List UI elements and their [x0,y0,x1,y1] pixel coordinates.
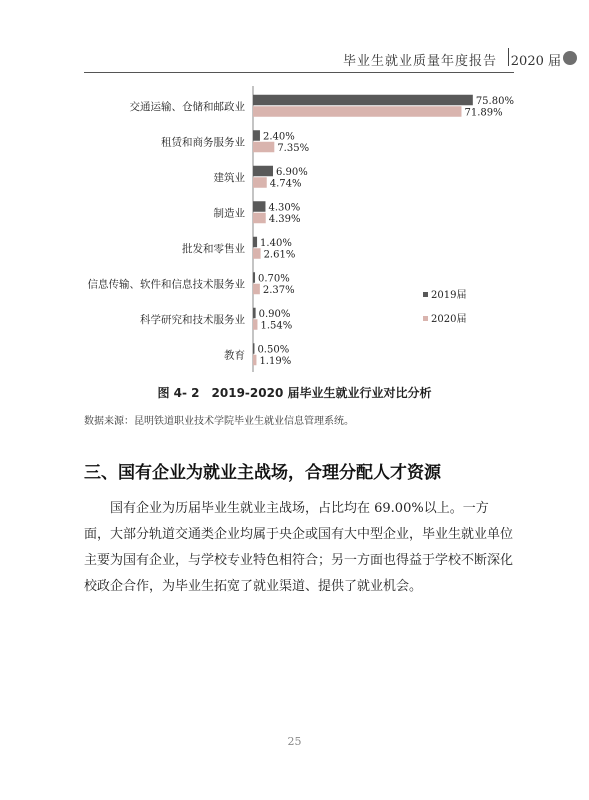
category-label: 租赁和商务服务业 [161,136,245,149]
header-divider [508,48,509,66]
category-label: 信息传输、软件和信息技术服务业 [87,278,245,291]
bar-2019 [253,272,255,283]
bar-2020 [253,106,461,117]
section-heading: 三、国有企业为就业主战场，合理分配人才资源 [84,463,441,483]
bar-2020 [253,213,266,224]
data-label: 4.39% [268,213,301,225]
data-label: 1.40% [260,237,292,249]
bar-2019 [253,308,256,319]
bar-2019 [253,201,265,212]
data-label: 4.74% [269,178,302,190]
category-label: 教育 [224,349,245,362]
legend-label: 2020届 [431,314,467,325]
data-label: 6.90% [276,166,308,178]
data-label: 2.37% [262,284,295,296]
data-label: 0.90% [258,308,291,320]
data-label: 7.35% [277,142,310,154]
data-label: 0.70% [258,273,290,285]
category-label: 交通运输、仓储和邮政业 [129,100,245,113]
bar-2020 [253,284,260,295]
data-label: 71.89% [464,107,503,119]
page-header [0,0,589,78]
data-label: 75.80% [475,95,514,107]
bar-2019 [253,130,260,141]
bar-2019 [253,343,254,354]
industry-bar-chart [0,80,589,375]
data-source-note: 数据来源：昆明铁道职业技术学院毕业生就业信息管理系统。 [84,416,354,427]
data-label: 0.50% [257,344,290,356]
body-paragraph: 国有企业为历届毕业生就业主战场，占比均在 69.00%以上。一方面，大部分轨道交通类企业均属于央企或国有大中型企业，毕业生就业单位主要为国有企业，与学校专业特色相符合；另一方面也得益于学校不断深化校政企合作，为毕业生拓宽了就业渠道、提供了就业机会。 [84,501,514,594]
bar-2019 [253,95,473,106]
data-label: 1.54% [260,320,293,332]
header-rule [84,72,514,73]
report-title: 毕业生就业质量年度报告 [342,54,497,69]
bar-2020 [253,248,261,259]
data-label: 1.19% [259,355,292,367]
page-number: 25 [287,735,302,748]
legend-swatch [423,316,428,321]
category-label: 制造业 [213,207,245,220]
bar-2020 [253,319,257,330]
category-label: 科学研究和技术服务业 [140,313,245,326]
category-label: 批发和零售业 [182,242,245,255]
bar-2020 [253,177,267,188]
bar-2020 [253,142,274,153]
category-label: 建筑业 [213,171,245,184]
bar-2019 [253,166,273,177]
data-label: 2.61% [263,249,296,261]
report-year: 2020 届 [510,54,561,69]
bar-2019 [253,237,257,248]
legend-label: 2019届 [431,290,467,301]
data-label: 2.40% [262,131,295,143]
data-label: 4.30% [268,202,301,214]
legend-swatch [423,292,428,297]
chart-title: 图 4- 2 2019-2020 届毕业生就业行业对比分析 [157,386,432,400]
bar-2020 [253,355,256,366]
circle-icon [563,51,577,65]
